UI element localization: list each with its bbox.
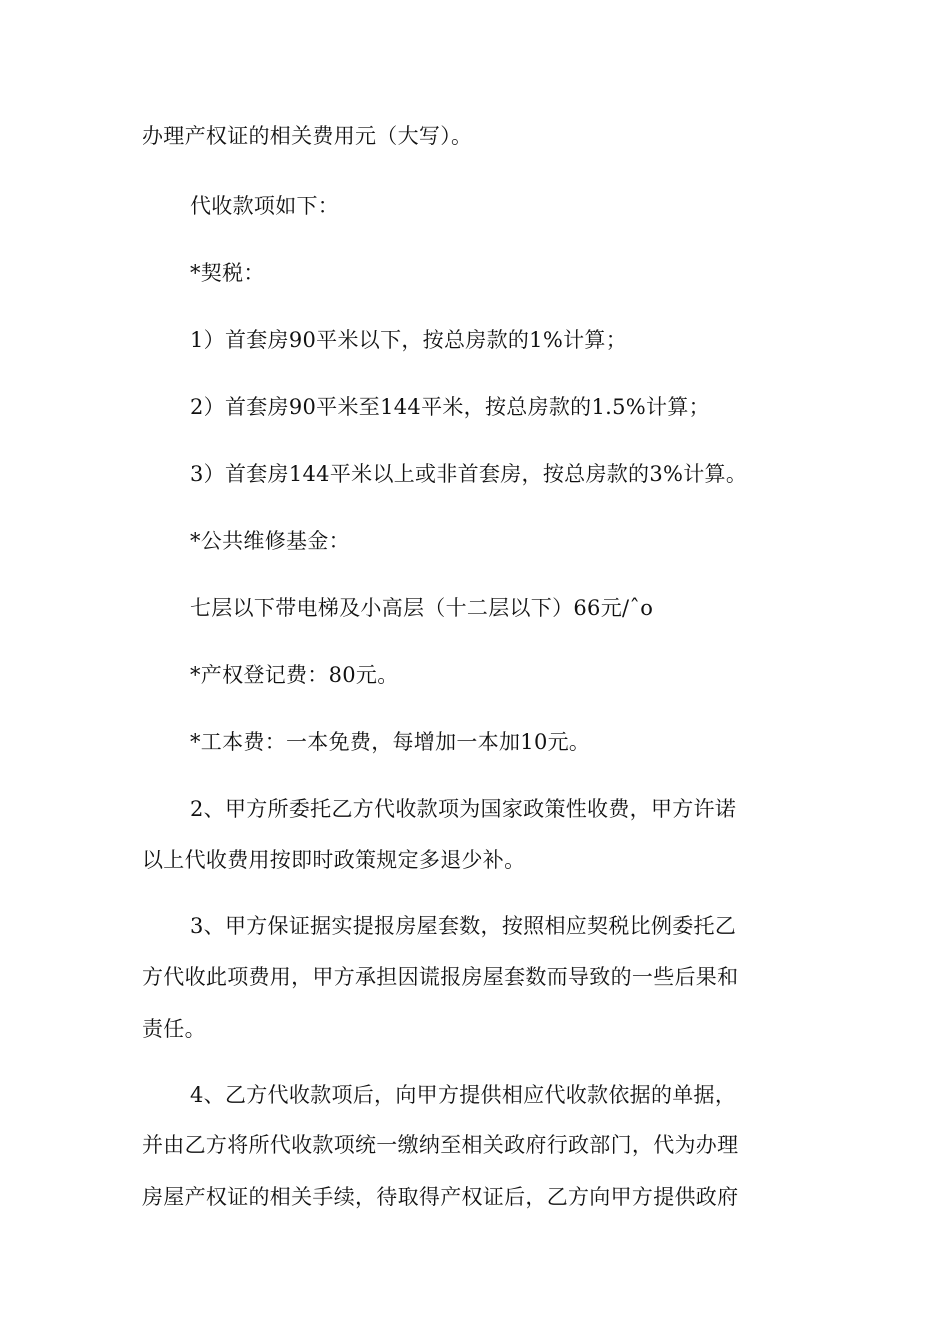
text-line: 3）首套房144平米以上或非首套房，按总房款的3%计算。 — [190, 462, 748, 486]
text-line: 代收款项如下： — [190, 194, 340, 218]
text-line: *契税： — [190, 261, 265, 285]
text-line: 责任。 — [142, 1017, 206, 1041]
text-line: *公共维修基金： — [190, 529, 350, 553]
text-line: 并由乙方将所代收款项统一缴纳至相关政府行政部门，代为办理 — [142, 1133, 739, 1157]
text-line: 1）首套房90平米以下，按总房款的1%计算； — [190, 328, 627, 352]
text-line: 以上代收费用按即时政策规定多退少补。 — [142, 848, 526, 872]
text-line: 4、乙方代收款项后，向甲方提供相应代收款依据的单据， — [190, 1083, 737, 1107]
text-line: *产权登记费：80元。 — [190, 663, 399, 687]
text-line: 2）首套房90平米至144平米，按总房款的1.5%计算； — [190, 395, 710, 419]
text-line: 3、甲方保证据实提报房屋套数，按照相应契税比例委托乙 — [190, 914, 737, 938]
text-line: 七层以下带电梯及小高层（十二层以下）66元/ˆo — [190, 596, 654, 620]
text-line: *工本费：一本免费，每增加一本加10元。 — [190, 730, 591, 754]
text-line: 方代收此项费用，甲方承担因谎报房屋套数而导致的一些后果和 — [142, 965, 739, 989]
text-line: 房屋产权证的相关手续，待取得产权证后，乙方向甲方提供政府 — [142, 1185, 739, 1209]
text-line: 2、甲方所委托乙方代收款项为国家政策性收费，甲方许诺 — [190, 797, 737, 821]
text-line: 办理产权证的相关费用元（大写）。 — [142, 124, 473, 148]
